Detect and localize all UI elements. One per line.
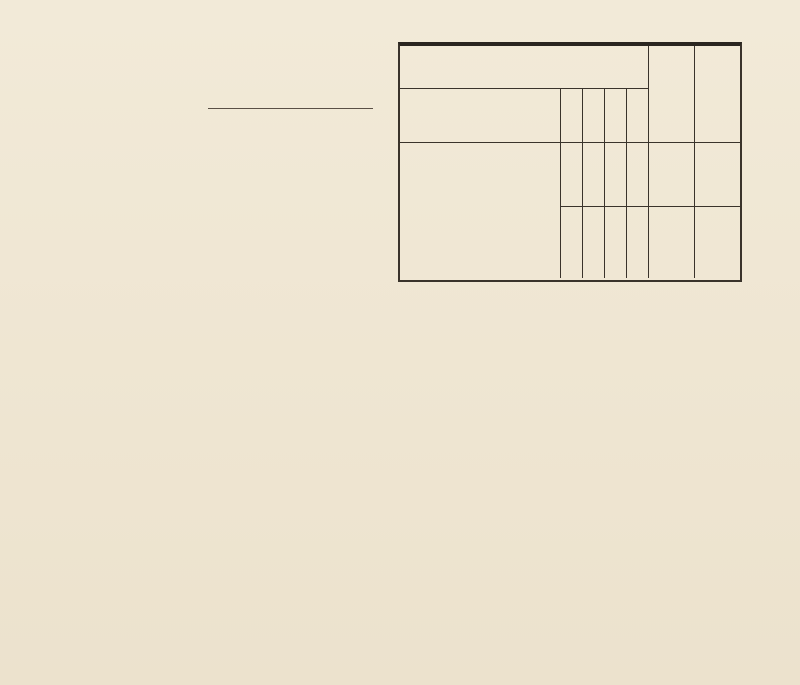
divider	[208, 108, 373, 109]
col-divider	[626, 88, 627, 278]
header-rule	[400, 142, 740, 143]
col-divider	[582, 88, 583, 278]
col-divider	[604, 88, 605, 278]
totals-rule	[560, 206, 740, 207]
col-divider	[648, 46, 649, 278]
col-divider	[560, 88, 561, 278]
header-rule	[400, 88, 648, 89]
col-divider	[694, 46, 695, 278]
patients-table	[398, 42, 742, 282]
